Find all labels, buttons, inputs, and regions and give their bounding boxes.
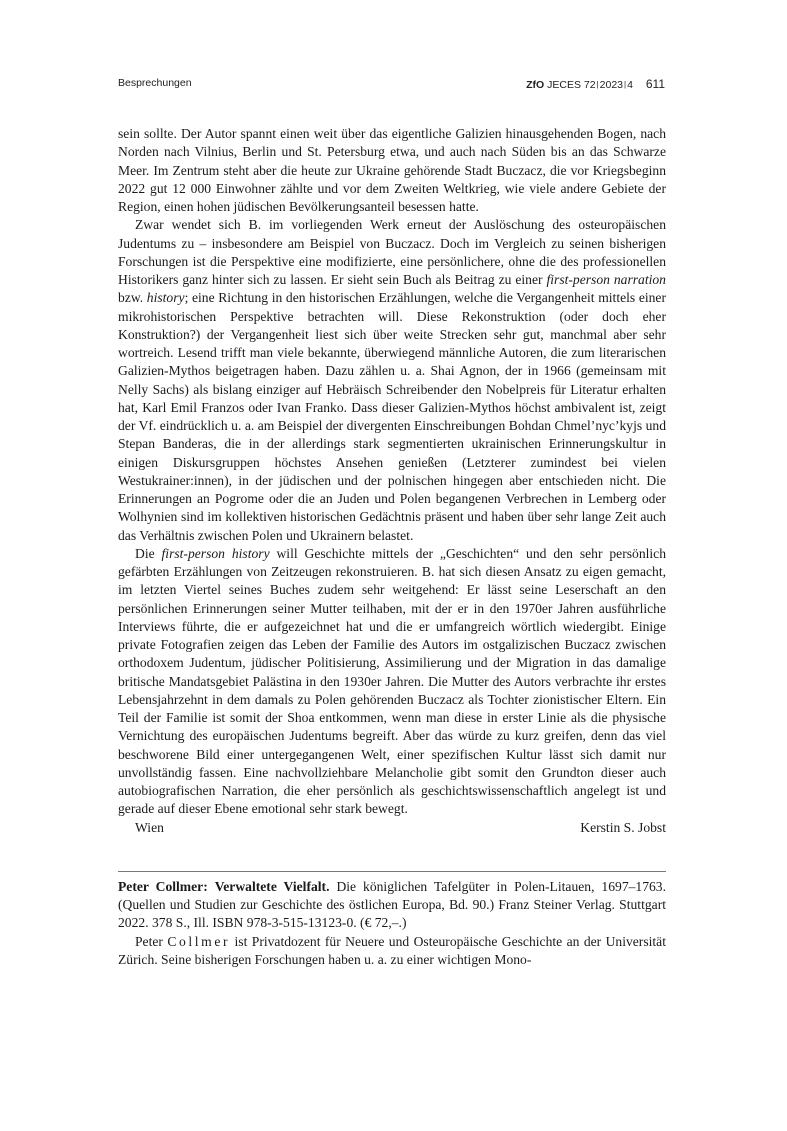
bibliographic-details: Die königlichen Tafelgüter in Polen-Litauen, 1697–1763. (Quellen und Studien zur Geschichte des östlichen Europa, Bd. 90.) Franz Steiner Verlag. Stuttgart 2022. 378 S., Ill. ISBN 978-3-515-13123-0. (€ 72,–.) xyxy=(118,878,667,931)
reviewed-author: Peter Collmer: xyxy=(118,878,208,894)
paragraph-2: Zwar wendet sich B. im vorliegenden Werk erneut der Auslöschung des osteuropäischen Judentums zu – insbesondere am Beispiel von Buczacz. Doch im Vergleich zu seinen bisherigen Forschungen ist die Perspektive eine modifizierte, eine persönlichere, ohne die des professionellen Historikers ganz hinter sich zu lassen. Er sieht sein Buch als Beitrag zu einer first-person narration bzw. history; eine Richtung in den historischen Erzählungen, welche die Vergangenheit mittels einer mikrohistorischen Perspektive betrachten will. Diese Rekonstruktion (oder doch eher Konstruktion?) der Vergangenheit liest sich über weite Strecken sehr gut, manchmal aber sehr wortreich. Lesend trifft man viele bekannte, überwiegend männliche Autoren, die zum literarischen Galizien-Mythos beigetragen haben. Dazu zählen u. a. Shai Agnon, der in 1966 (gemeinsam mit Nelly Sachs) als bislang einziger auf Hebräisch Schreibender den Nobelpreis für Literatur erhalten hat, Karl Emil Franzos oder Ivan Franko. Dass dieser Galizien-Mythos höchst ambivalent ist, zeigt der Vf. eindrücklich u. a. am Beispiel der divergenten Einschreibungen Bohdan Chmel’nyc’kyjs und Stepan Banderas, die in der allerdings stark segmentierten ukrainischen Erinnerungskultur in einigen Diskursgruppen höchstes Ansehen genießen (Letzterer zumindest bei vielen Westukrainer:innen), in der jüdischen und der polnischen hingegen aber entschieden nicht. Die Erinnerungen an Pogrome oder die an Juden und Polen begangenen Verbrechen in Lemberg oder Wolhynien sind im kollektiven historischen Gedächtnis präsent und haben über sehr lange Zeit auch das Verhältnis zwischen Polen und Ukrainern belastet. xyxy=(118,217,666,543)
page-body xyxy=(118,125,666,969)
year: 2023 xyxy=(599,79,624,91)
section-title: Besprechungen xyxy=(118,77,192,89)
paragraph-1: sein sollte. Der Autor spannt einen weit über das eigentliche Galizien hinausgehenden Bogen, nach Norden nach Vilnius, Berlin und St. Petersburg etwa, und auch nach Süden bis an das Schwarze Meer. Im Zentrum steht aber die heute zur Ukraine gehörende Stadt Buczacz, die vor Kriegsbeginn 2022 gut 12 000 Einwohner zählte und vor dem Zweiten Weltkrieg, wie viele andere Gebiete der Region, einen hohen jüdischen Bevölkerungsanteil besessen hatte. xyxy=(118,126,666,214)
review-paragraph-1: Peter Collmer ist Privatdozent für Neuere und Osteuropäische Geschichte an der Universität Zürich. Seine bisherigen Forschungen haben u. a. zu einer wichtigen Mono- xyxy=(118,933,666,967)
emphasis-history: history xyxy=(146,290,185,306)
journal-info: ZfO JECES 72|2023|4 611 xyxy=(526,77,665,91)
review-entry xyxy=(118,871,666,969)
issue: 4 xyxy=(627,79,633,91)
spaced-author-name: Collmer xyxy=(167,933,231,949)
bibliographic-entry xyxy=(118,878,666,933)
place: Wien xyxy=(135,819,164,835)
page-number: 611 xyxy=(645,77,665,91)
running-header xyxy=(118,77,665,93)
emphasis-first-person-narration: first-person narration xyxy=(546,272,666,287)
paragraph-3: Die first-person history will Geschichte mittels der „Geschichten“ und den sehr persönlich gefärbten Erzählungen von Zeitzeugen rekonstruieren. B. hat sich diesen Ansatz zu eigen gemacht, im letzten Viertel seines Buches zudem sehr weitgehend: Er lässt seine Leserschaft an den persönlichen Erinnerungen seiner Mutter teilhaben, mit der er in den 1970er Jahren ausführliche Interviews führte, die er aufgezeichnet hat und die er umfangreich wörtlich wiedergibt. Einige private Fotografien zeigen das Leben der Familie des Autors im ostgalizischen Buczacz zwischen orthodoxem Judentum, jüdischer Politisierung, Assimilierung und der Migration in das damalige britische Mandatsgebiet Palästina in den 1930er Jahren. Die Mutter des Autors verbrachte ihr erstes Lebensjahrzehnt in dem damals zu Polen gehörenden Buczacz als Tochter zionistischer Eltern. Ein Teil der Familie ist somit der Shoa entkommen, wenn man diese in erster Linie als die physische Vernichtung des europäischen Judentums begreift. Aber das würde zu kurz greifen, denn das viel beschworene Bild einer untergegangenen Welt, einer spezifischen Kultur lässt sich damit nur unvollständig fassen. Eine nachvollziehbare Melancholie gibt somit den Grundton dieser auch autobiografischen Narration, die eher persönlich als geschichtswissenschaftlich angelegt ist und gerade auf dieser Ebene emotional sehr stark bewegt. xyxy=(118,545,666,817)
journal-abbrev: ZfO xyxy=(526,79,545,91)
reviewer-name: Kerstin S. Jobst xyxy=(580,819,666,835)
signature-line xyxy=(118,819,666,837)
emphasis-first-person-history: first-person history xyxy=(161,545,270,561)
journal-series: JECES xyxy=(547,79,581,91)
volume: 72 xyxy=(583,79,596,91)
divider xyxy=(118,871,666,872)
reviewed-title: Verwaltete Vielfalt. xyxy=(214,878,330,894)
